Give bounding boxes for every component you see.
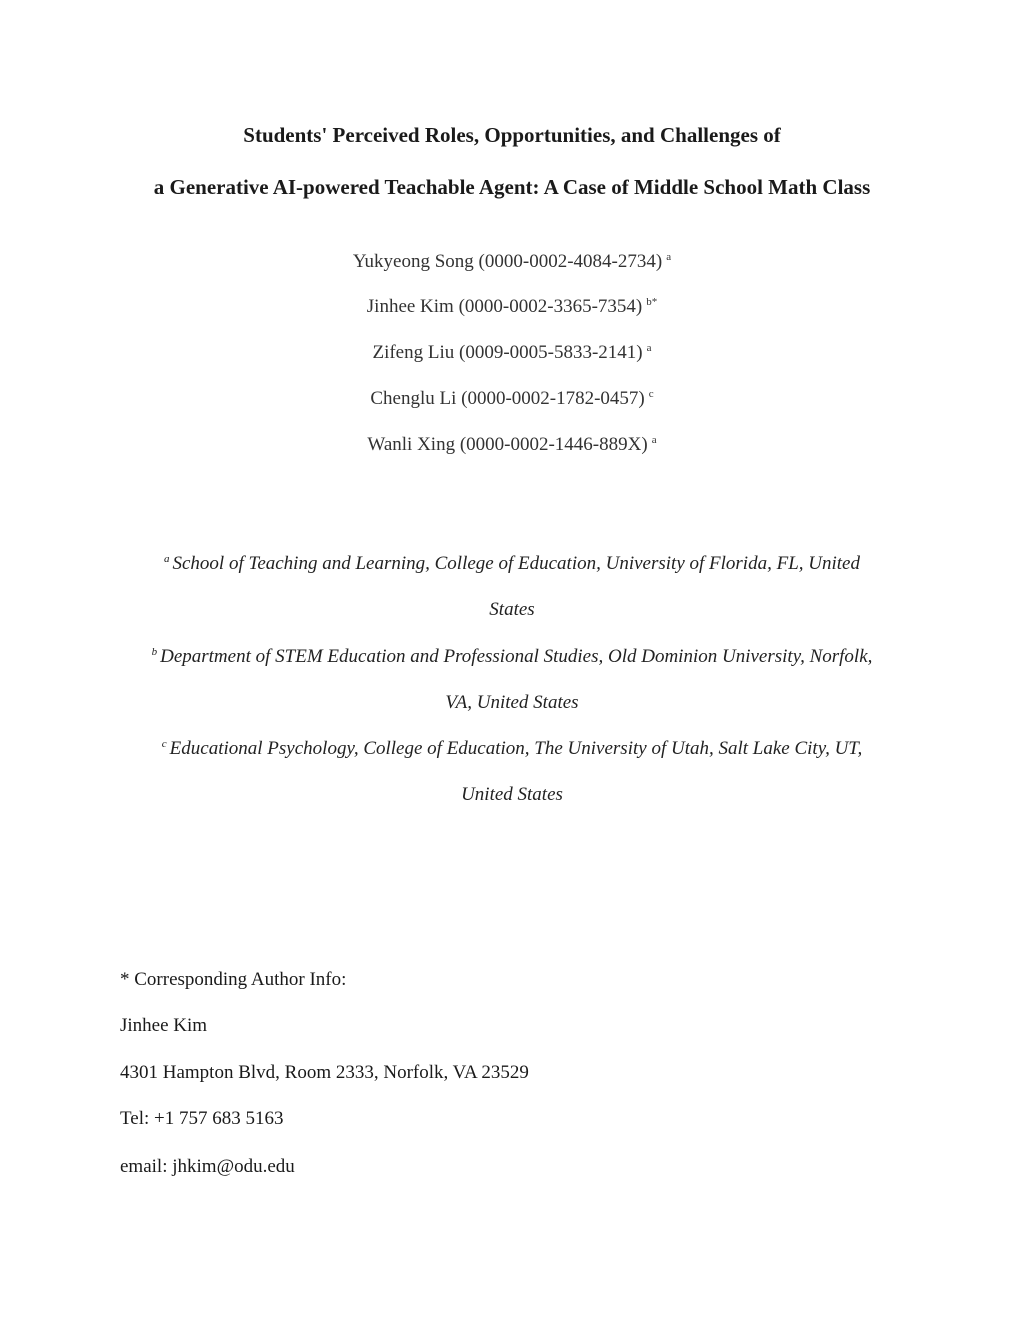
contact-tel: Tel: +1 757 683 5163 [120,1108,284,1129]
author-name: Jinhee Kim (0000-0002-3365-7354) [366,296,643,317]
affiliation-c-line-1 [0,738,1024,760]
contact-heading: * Corresponding Author Info: [120,969,347,990]
affiliation-c-line-2: United States [461,784,563,805]
contact-name: Jinhee Kim [120,1015,208,1036]
affiliation-b-line-1 [0,646,1024,668]
title-line-1: Students' Perceived Roles, Opportunities, and Challenges of [243,123,781,147]
author-name: Zifeng Liu (0009-0005-5833-2141) [372,342,643,363]
author-4 [0,388,1024,410]
affil-text: Educational Psychology, College of Education, The University of Utah, Salt Lake City, UT, [169,738,863,759]
affiliation-a-line-2: States [489,599,535,620]
author-affil-mark: a [646,341,652,354]
author-2 [0,296,1024,318]
author-name: Chenglu Li (0000-0002-1782-0457) [370,388,645,409]
author-5 [0,434,1024,456]
affiliation-a-line-1 [0,553,1024,575]
affil-mark: c [161,737,167,750]
author-affil-mark: c [648,387,654,400]
author-name: Wanli Xing (0000-0002-1446-889X) [367,434,648,455]
title-line-2: a Generative AI-powered Teachable Agent: A Case of Middle School Math Class [153,175,871,199]
affiliation-b-line-2: VA, United States [445,692,579,713]
author-3 [0,342,1024,364]
affil-text: Department of STEM Education and Professional Studies, Old Dominion University, Norfolk, [160,646,873,667]
contact-address: 4301 Hampton Blvd, Room 2333, Norfolk, VA 23529 [120,1062,529,1083]
author-affil-mark: a [651,433,657,446]
affil-mark: b [151,645,158,658]
author-1 [0,251,1024,273]
contact-email: email: jhkim@odu.edu [120,1156,295,1177]
affil-mark: a [164,552,170,565]
author-affil-mark: a [666,250,672,263]
affil-text: School of Teaching and Learning, College of Education, University of Florida, FL, United [172,553,860,574]
author-name: Yukyeong Song (0000-0002-4084-2734) [352,251,663,272]
author-affil-mark: b* [646,295,658,308]
